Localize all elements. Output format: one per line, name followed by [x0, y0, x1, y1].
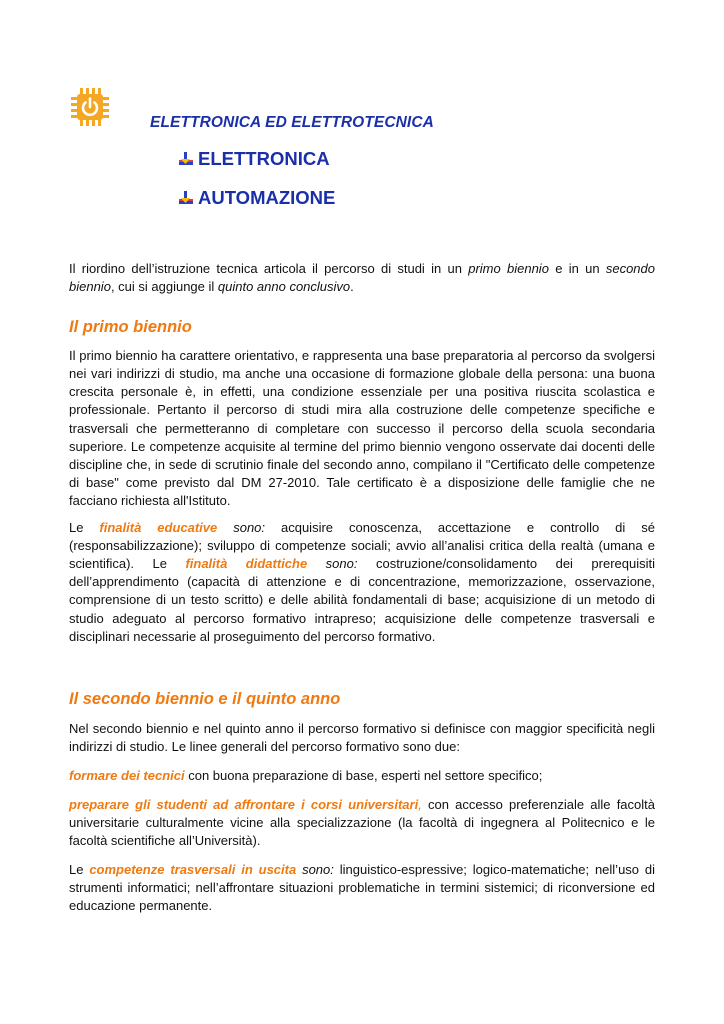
- paragraph-text: sono:: [296, 862, 334, 878]
- intro-term-secondo-biennio: secondo biennio: [69, 261, 655, 295]
- paragraph-text: con buona preparazione di base, esperti nel settore specifico;: [184, 767, 543, 783]
- intro-text: e in un: [548, 261, 606, 276]
- intro-term-primo-biennio: primo biennio: [468, 261, 549, 276]
- course-item-elettronica: [178, 146, 330, 172]
- paragraph-text: Le: [69, 862, 90, 878]
- power-chip-icon: [70, 87, 110, 127]
- document-title: ELETTRONICA ED ELETTROTECNICA: [150, 114, 434, 131]
- intro-text: , cui si aggiunge il: [110, 279, 218, 295]
- paragraph-text: costruzione/consolidamento dei prerequisiti dell’apprendimento (capacità di attenzione e di concentrazione, memorizzazione, osservazione, comprensione di un testo scritto) e delle abilità fondamentali di base; acquisizione di un metodo di studio adeguato al percorso formativo intrapreso; acquisizione delle competenze trasversali e disciplinari necessarie al proseguimento del percorso formativo.: [69, 556, 655, 644]
- section-heading-secondo-biennio: Il secondo biennio e il quinto anno: [69, 689, 341, 708]
- paragraph-text: acquisire conoscenza, accettazione e controllo di sé (responsabilizzazione); sviluppo di competenze sociali; avvio all’analisi critica della realtà (umana e scientifica). Le: [69, 520, 655, 572]
- competenze-trasversali-paragraph: [69, 861, 655, 915]
- paragraph-text: ,: [418, 796, 422, 812]
- secondo-biennio-paragraph: Nel secondo biennio e nel quinto anno il percorso formativo si definisce con maggior specificità negli indirizzi di studio. Le linee generali del percorso formativo sono due:: [69, 720, 655, 754]
- primo-biennio-paragraph: Il primo biennio ha carattere orientativo, e rappresenta una base preparatoria al percorso da svolgersi nei vari indirizzi di studio, ma anche una occasione di formazione globale della persona: una buona crescita personale è, in effetti, una condizione essenziale per una positiva riuscita scolastica e professionale. Pertanto il percorso di studi mira alla costruzione delle competenze specifiche e trasversali che permetteranno di completare con successo il percorso della scuola secondaria superiore. Le competenze acquisite al termine del primo biennio vengono osservate dai docenti delle discipline che, in sede di scrutinio finale del secondo anno, compilano il "Certificato delle competenze di base" come previsto dal DM 27-2010. Tale certificato è a disposizione delle famiglie che ne facciano richiesta all'Istituto.: [69, 348, 655, 508]
- section-heading-primo-biennio: Il primo biennio: [69, 318, 192, 337]
- document-body: [69, 260, 655, 916]
- intro-text: .: [350, 279, 354, 295]
- course-label: AUTOMAZIONE: [198, 187, 336, 208]
- course-label: ELETTRONICA: [198, 148, 330, 169]
- finalita-paragraph: [69, 519, 655, 646]
- finalita-educative-highlight: finalità educative: [99, 520, 218, 536]
- finalita-didattiche-highlight: finalità didattiche: [185, 556, 308, 572]
- intro-paragraph: [69, 260, 655, 296]
- paragraph-text: Le: [69, 520, 100, 536]
- competenze-trasversali-highlight: competenze trasversali in uscita: [89, 862, 297, 878]
- percorso-item-universita: [69, 796, 655, 850]
- arrow-bullet-icon: [178, 190, 194, 206]
- percorso-item-tecnici: [69, 767, 655, 785]
- paragraph-text: sono:: [217, 520, 266, 536]
- preparare-studenti-highlight: preparare gli studenti ad affrontare i corsi universitari: [69, 796, 419, 812]
- formare-tecnici-highlight: formare dei tecnici: [69, 767, 185, 783]
- paragraph-text: linguistico-espressive; logico-matematiche; nell’uso di strumenti informatici; nell’affrontare situazioni problematiche in termini sistemici; di riconversione ed educazione permanente.: [69, 862, 656, 914]
- intro-term-quinto-anno: quinto anno conclusivo: [217, 279, 351, 295]
- paragraph-text: con accesso preferenziale alle facoltà universitarie culturalmente vicine alla specializzazione (la facoltà di ingegnera al Politecnico e le facoltà scientifiche all’Università).: [69, 796, 655, 849]
- paragraph-text: sono:: [307, 556, 358, 572]
- arrow-bullet-icon: [178, 151, 194, 167]
- course-item-automazione: [178, 185, 335, 211]
- intro-text: Il riordino dell’istruzione tecnica articola il percorso di studi in un: [69, 261, 469, 276]
